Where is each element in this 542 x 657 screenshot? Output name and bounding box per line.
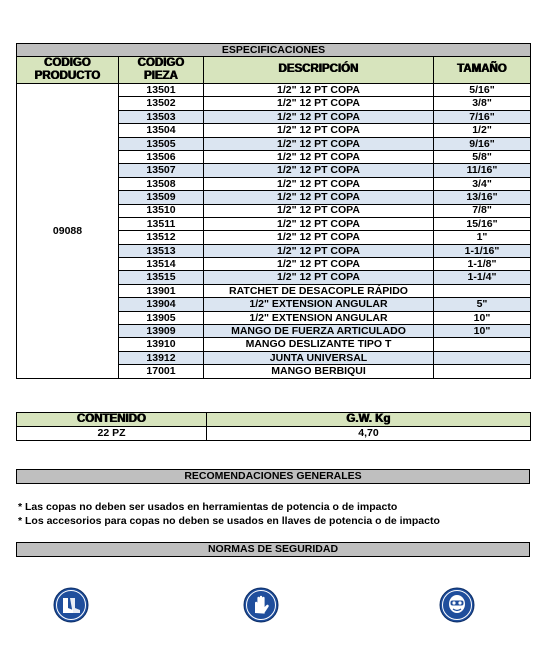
piece-code: 13502	[119, 97, 204, 110]
gw-value: 4,70	[207, 427, 531, 441]
description: 1/2" 12 PT COPA	[204, 258, 434, 271]
description: 1/2" 12 PT COPA	[204, 231, 434, 244]
description: 1/2" 12 PT COPA	[204, 204, 434, 217]
piece-code: 13505	[119, 137, 204, 150]
description: 1/2" 12 PT COPA	[204, 271, 434, 284]
piece-code: 13511	[119, 217, 204, 230]
description: 1/2" 12 PT COPA	[204, 137, 434, 150]
contenido-table	[16, 412, 531, 441]
size: 10"	[434, 311, 531, 324]
spec-title: ESPECIFICACIONES	[17, 44, 531, 57]
description: 1/2" EXTENSION ANGULAR	[204, 298, 434, 311]
header-codigo-pieza: CODIGO PIEZA	[119, 57, 204, 84]
table-row	[17, 84, 531, 97]
header-codigo-producto: CODIGO PRODUCTO	[17, 57, 119, 84]
description: 1/2" 12 PT COPA	[204, 150, 434, 163]
recommendation-note-1: * Las copas no deben ser usados en herramientas de potencia o de impacto	[18, 501, 398, 513]
size: 7/8"	[434, 204, 531, 217]
piece-code: 13501	[119, 84, 204, 97]
description: 1/2" 12 PT COPA	[204, 84, 434, 97]
piece-code: 13508	[119, 177, 204, 190]
size: 5/16"	[434, 84, 531, 97]
size: 3/8"	[434, 97, 531, 110]
piece-code: 13506	[119, 150, 204, 163]
size: 9/16"	[434, 137, 531, 150]
size: 15/16"	[434, 217, 531, 230]
size: 1-1/8"	[434, 258, 531, 271]
normas-title: NORMAS DE SEGURIDAD	[16, 542, 530, 557]
description: MANGO DE FUERZA ARTICULADO	[204, 325, 434, 338]
piece-code: 13905	[119, 311, 204, 324]
piece-code: 13504	[119, 124, 204, 137]
size: 1-1/4"	[434, 271, 531, 284]
recommendation-note-2: * Los accesorios para copas no deben se usados en llaves de potencia o de impacto	[18, 515, 440, 527]
gw-label: G.W. Kg	[207, 413, 531, 427]
description: 1/2" 12 PT COPA	[204, 217, 434, 230]
piece-code: 13904	[119, 298, 204, 311]
size: 10"	[434, 325, 531, 338]
description: 1/2" EXTENSION ANGULAR	[204, 311, 434, 324]
header-tamano: TAMAÑO	[434, 57, 531, 84]
safety-boots-icon	[53, 587, 89, 623]
description: 1/2" 12 PT COPA	[204, 244, 434, 257]
size: 1"	[434, 231, 531, 244]
description: RATCHET DE DESACOPLE RÁPIDO	[204, 284, 434, 297]
size: 3/4"	[434, 177, 531, 190]
size: 5/8"	[434, 150, 531, 163]
size: 11/16"	[434, 164, 531, 177]
contenido-label: CONTENIDO	[17, 413, 207, 427]
size	[434, 284, 531, 297]
piece-code: 13514	[119, 258, 204, 271]
contenido-value: 22 PZ	[17, 427, 207, 441]
piece-code: 13507	[119, 164, 204, 177]
piece-code: 13513	[119, 244, 204, 257]
piece-code: 13910	[119, 338, 204, 351]
size: 1-1/16"	[434, 244, 531, 257]
description: 1/2" 12 PT COPA	[204, 124, 434, 137]
size	[434, 351, 531, 364]
specifications-table	[16, 43, 531, 379]
piece-code: 13503	[119, 110, 204, 123]
safety-gloves-icon	[243, 587, 279, 623]
description: 1/2" 12 PT COPA	[204, 97, 434, 110]
description: JUNTA UNIVERSAL	[204, 351, 434, 364]
piece-code: 13901	[119, 284, 204, 297]
face-shield-icon	[439, 587, 475, 623]
size	[434, 365, 531, 378]
size: 5"	[434, 298, 531, 311]
piece-code: 13909	[119, 325, 204, 338]
recomendaciones-title: RECOMENDACIONES GENERALES	[16, 469, 530, 484]
piece-code: 13512	[119, 231, 204, 244]
piece-code: 13515	[119, 271, 204, 284]
piece-code: 13912	[119, 351, 204, 364]
description: 1/2" 12 PT COPA	[204, 177, 434, 190]
description: 1/2" 12 PT COPA	[204, 191, 434, 204]
size: 13/16"	[434, 191, 531, 204]
description: 1/2" 12 PT COPA	[204, 164, 434, 177]
description: MANGO DESLIZANTE TIPO T	[204, 338, 434, 351]
header-descripcion: DESCRIPCIÓN	[204, 57, 434, 84]
piece-code: 13510	[119, 204, 204, 217]
piece-code: 17001	[119, 365, 204, 378]
piece-code: 13509	[119, 191, 204, 204]
description: MANGO BERBIQUI	[204, 365, 434, 378]
spec-rows	[17, 84, 531, 379]
size	[434, 338, 531, 351]
description: 1/2" 12 PT COPA	[204, 110, 434, 123]
product-code: 09088	[17, 84, 119, 379]
size: 7/16"	[434, 110, 531, 123]
size: 1/2"	[434, 124, 531, 137]
